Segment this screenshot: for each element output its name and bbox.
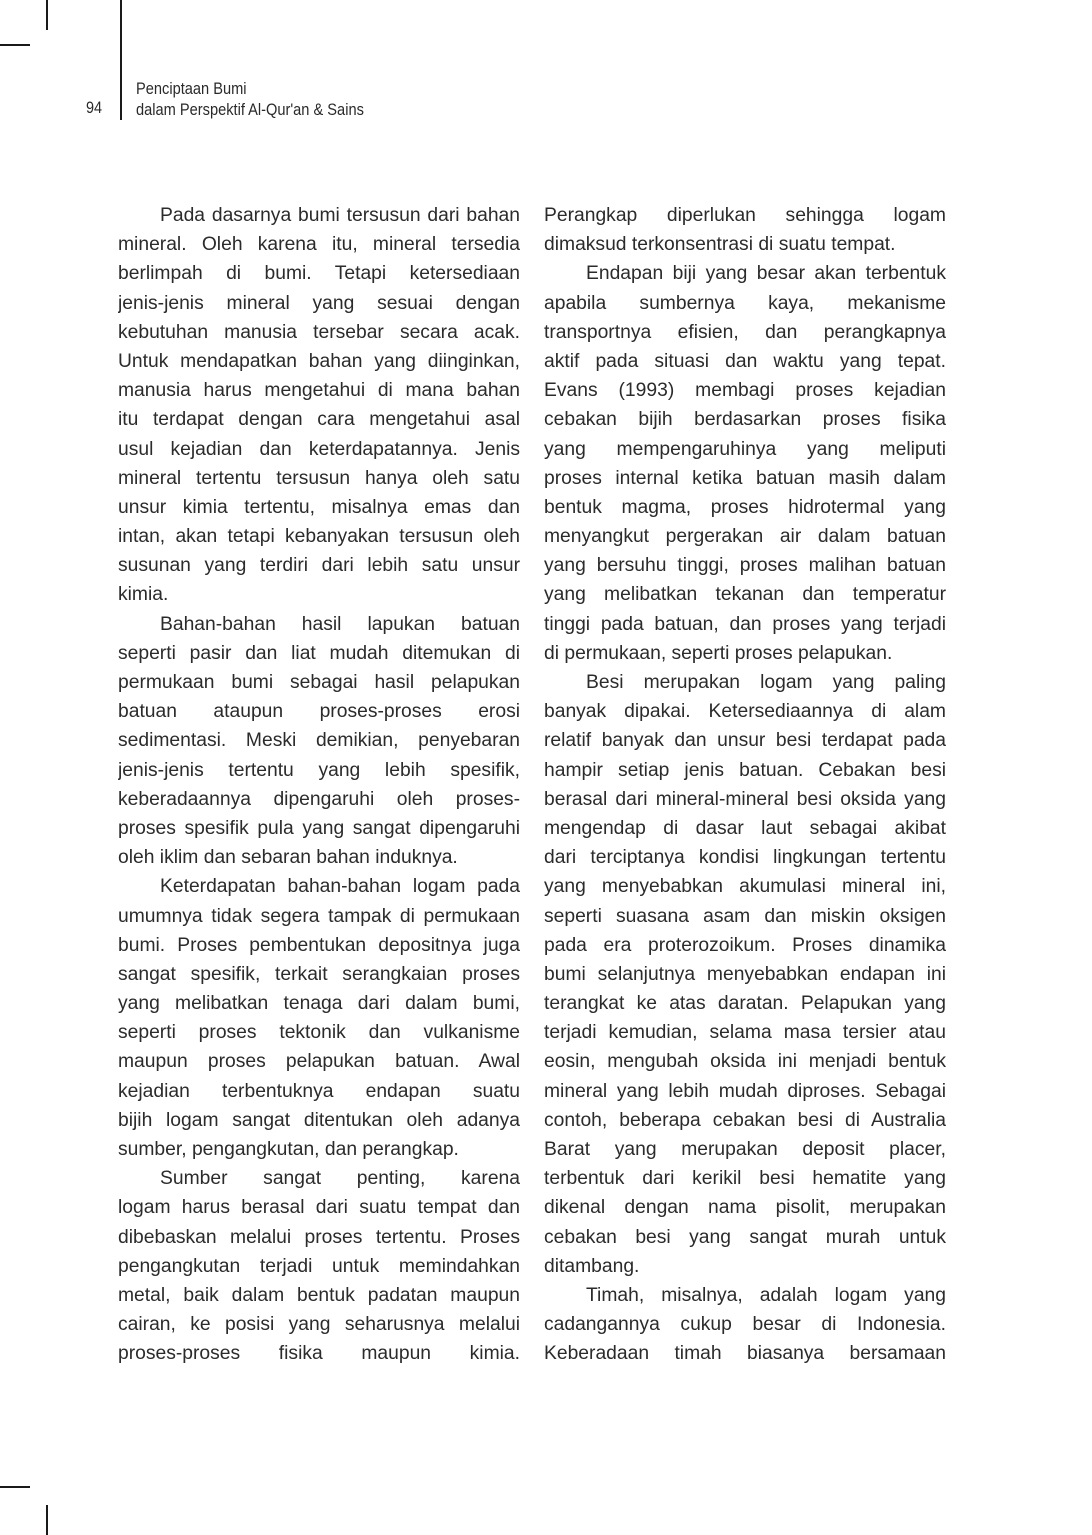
text-line: cairan, ke posisi yang seharusnya melalui (118, 1314, 520, 1336)
text-line: Keterdapatan bahan-bahan logam pada (160, 876, 520, 898)
text-line: kejadian terbentuknya endapan suatu (118, 1080, 520, 1102)
text-line: jenis-jenis mineral yang sesuai dengan (118, 292, 520, 314)
text-line: proses internal ketika batuan masih dalam (544, 467, 946, 489)
text-line: sumber, pengangkutan, dan perangkap. (118, 1139, 459, 1160)
crop-mark-bottom-left-vertical (46, 1505, 48, 1535)
text-line: mengendap di dasar laut sebagai akibat (544, 817, 946, 839)
text-line: unsur kimia tertentu, misalnya emas dan (118, 496, 520, 518)
paragraph (118, 610, 520, 873)
text-line: bentuk magma, proses hidrotermal yang (544, 496, 946, 518)
crop-mark-top-left-horizontal (0, 44, 30, 46)
running-head-title: Penciptaan Bumi (136, 79, 247, 98)
text-line: transportnya efisien, dan perangkapnya (544, 321, 946, 343)
text-line: di permukaan, seperti proses pelapukan. (544, 642, 893, 664)
paragraph (544, 1281, 946, 1369)
text-line: Pada dasarnya bumi tersusun dari bahan (160, 205, 520, 226)
text-line: berasal dari mineral-mineral besi oksida yang (544, 788, 946, 810)
text-line: yang mempengaruhinya yang meliputi (544, 438, 946, 460)
text-line: Besi merupakan logam yang paling (586, 672, 946, 693)
text-line: banyak dipakai. Ketersediaannya di alam (544, 701, 946, 723)
text-line: yang bersuhu tinggi, proses malihan batuan (544, 555, 946, 577)
paragraph (118, 1164, 520, 1368)
text-line: susunan yang terdiri dari lebih satu unsur (118, 555, 520, 577)
text-line: eosin, mengubah oksida ini menjadi bentuk (544, 1051, 946, 1073)
text-line: kebutuhan manusia tersebar secara acak. (118, 321, 520, 343)
text-line: seperti pasir dan liat mudah ditemukan di (118, 642, 520, 664)
paragraph (544, 668, 946, 1281)
crop-mark-top-left-vertical (46, 0, 48, 30)
text-line: Barat yang merupakan deposit placer, (544, 1139, 946, 1160)
text-line: bijih logam sangat ditentukan oleh adanya (118, 1109, 520, 1131)
text-line: yang melibatkan tenaga dari dalam bumi, (118, 993, 520, 1015)
text-line: terjadi kemudian, selama masa tersier atau (544, 1022, 946, 1044)
text-line: pengangkutan terjadi untuk memindahkan (118, 1255, 520, 1277)
crop-mark-bottom-left-horizontal (0, 1486, 30, 1488)
text-line: cebakan besi yang sangat murah untuk (544, 1226, 946, 1248)
left-column (118, 201, 520, 1369)
text-line: jenis-jenis tertentu yang lebih spesifik, (118, 759, 520, 781)
running-head-subtitle: dalam Perspektif Al-Qur'an & Sains (136, 100, 364, 119)
text-line: bumi. Proses pembentukan depositnya juga (118, 934, 520, 956)
text-line: sangat spesifik, terkait serangkaian proses (118, 963, 520, 985)
text-line: Endapan biji yang besar akan terbentuk (586, 263, 946, 285)
text-line: mineral yang lebih mudah diproses. Sebagai (544, 1080, 946, 1102)
text-line: pada era proterozoikum. Proses dinamika (544, 934, 946, 956)
running-head (136, 78, 364, 120)
text-line: umumnya tidak segera tampak di permukaan (118, 905, 520, 927)
text-line: dikenal dengan nama pisolit, merupakan (544, 1197, 946, 1219)
text-line: Bahan-bahan hasil lapukan batuan (160, 613, 520, 635)
text-line: proses-proses fisika maupun kimia. (118, 1343, 520, 1365)
text-line: cadangannya cukup besar di Indonesia. (544, 1314, 946, 1336)
text-line: seperti proses tektonik dan vulkanisme (118, 1022, 520, 1044)
paragraph (544, 259, 946, 668)
page-number: 94 (86, 98, 103, 117)
text-line: terbentuk dari kerikil besi hematite yang (544, 1168, 946, 1190)
text-line: Evans (1993) membagi proses kejadian (544, 380, 946, 402)
text-line: itu terdapat dengan cara mengetahui asal (118, 409, 520, 431)
text-line: mineral tertentu tersusun hanya oleh satu (118, 467, 520, 489)
text-line: relatif banyak dan unsur besi terdapat pada (544, 730, 946, 752)
text-line: intan, akan tetapi kebanyakan tersusun oleh (118, 526, 520, 548)
text-line: berlimpah di bumi. Tetapi ketersediaan (118, 263, 520, 285)
text-line: ditambang. (544, 1255, 640, 1277)
paragraph (118, 872, 520, 1164)
text-line: batuan ataupun proses-proses erosi (118, 701, 520, 723)
text-line: tinggi pada batuan, dan proses yang terjadi (544, 613, 946, 635)
text-line: Perangkap diperlukan sehingga logam (544, 205, 946, 226)
text-line: oleh iklim dan sebaran bahan induknya. (118, 847, 458, 869)
text-line: hampir setiap jenis batuan. Cebakan besi (544, 759, 946, 781)
text-line: apabila sumbernya kaya, mekanisme (544, 292, 946, 314)
text-line: dibebaskan melalui proses tertentu. Proses (118, 1226, 520, 1248)
text-line: terangkat ke atas daratan. Pelapukan yang (544, 993, 946, 1015)
text-line: menyangkut pergerakan air dalam batuan (544, 526, 946, 548)
text-line: dimaksud terkonsentrasi di suatu tempat. (544, 234, 896, 256)
text-line: yang melibatkan tekanan dan temperatur (544, 584, 946, 606)
text-line: cebakan bijih berdasarkan proses fisika (544, 409, 946, 431)
text-line: kimia. (118, 584, 169, 606)
text-line: Untuk mendapatkan bahan yang diinginkan, (118, 350, 520, 372)
text-line: yang menyebabkan akumulasi mineral ini, (544, 876, 946, 898)
text-line: keberadaannya dipengaruhi oleh proses- (118, 788, 520, 810)
text-line: mineral. Oleh karena itu, mineral tersedia (118, 234, 520, 256)
text-line: manusia harus mengetahui di mana bahan (118, 380, 520, 402)
header-divider (120, 0, 122, 120)
text-line: sedimentasi. Meski demikian, penyebaran (118, 730, 520, 752)
paragraph (118, 201, 520, 610)
text-line: maupun proses pelapukan batuan. Awal (118, 1051, 520, 1073)
text-line: bumi selanjutnya menyebabkan endapan ini (544, 963, 946, 985)
text-line: metal, baik dalam bentuk padatan maupun (118, 1284, 520, 1306)
text-line: Keberadaan timah biasanya bersamaan (544, 1343, 946, 1365)
text-line: usul kejadian dan keterdapatannya. Jenis (118, 438, 520, 460)
text-line: aktif pada situasi dan waktu yang tepat. (544, 350, 946, 372)
text-line: contoh, beberapa cebakan besi di Australia (544, 1109, 946, 1131)
text-line: seperti suasana asam dan miskin oksigen (544, 905, 946, 927)
right-column (544, 201, 946, 1369)
text-line: Sumber sangat penting, karena (160, 1168, 520, 1190)
text-line: logam harus berasal dari suatu tempat dan (118, 1197, 520, 1219)
paragraph (544, 201, 946, 259)
text-line: Timah, misalnya, adalah logam yang (586, 1284, 946, 1306)
text-line: permukaan bumi sebagai hasil pelapukan (118, 672, 520, 693)
text-line: dari terciptanya kondisi lingkungan tertentu (544, 847, 946, 869)
text-line: proses spesifik pula yang sangat dipengaruhi (118, 817, 520, 839)
